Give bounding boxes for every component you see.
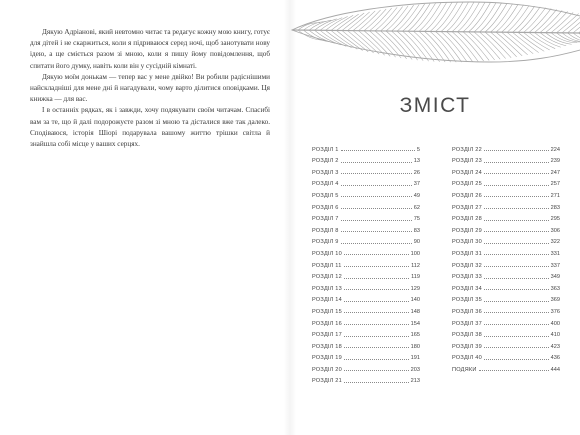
toc-entry[interactable] [312,350,420,362]
toc-entry-label: РОЗДІЛ 32 [452,262,482,269]
toc-entry-page: 191 [410,355,420,362]
toc-entry-label: РОЗДІЛ 18 [312,343,342,350]
toc-entry[interactable] [312,153,420,165]
toc-entry-label: РОЗДІЛ 13 [312,285,342,292]
toc-entry[interactable] [312,199,420,211]
toc-entry-label: РОЗДІЛ 35 [452,297,482,304]
toc-entry-label: РОЗДІЛ 36 [452,308,482,315]
toc-entry[interactable] [312,315,420,327]
right-page [290,0,580,435]
toc-entry-label: РОЗДІЛ 9 [312,239,339,246]
toc-entry[interactable] [452,303,560,315]
toc-entry-label: РОЗДІЛ 28 [452,216,482,223]
toc-entry[interactable] [312,292,420,304]
toc-dot-leader [484,266,549,267]
toc-entry[interactable] [452,280,560,292]
toc-entry-page: 306 [550,227,560,234]
toc-entry-page: 410 [550,332,560,339]
toc-entry-label: РОЗДІЛ 24 [452,169,482,176]
toc-column-left [312,141,420,384]
toc-dot-leader [484,336,549,337]
toc-entry-label: РОЗДІЛ 33 [452,274,482,281]
toc-dot-leader [479,370,549,371]
toc-entry-label: РОЗДІЛ 7 [312,216,339,223]
toc-dot-leader [484,150,549,151]
toc-dot-leader [341,231,412,232]
toc-entry[interactable] [452,327,560,339]
toc-entry-page: 13 [413,158,420,165]
toc-entry[interactable] [452,245,560,257]
toc-entry-page: 26 [413,169,420,176]
toc-dot-leader [341,185,412,186]
toc-dot-leader [344,312,409,313]
toc-entry-label: РОЗДІЛ 15 [312,308,342,315]
toc-column-right [452,141,560,361]
toc-entry[interactable] [312,141,420,153]
toc-entry-page: 400 [550,320,560,327]
toc-entry-label: РОЗДІЛ 6 [312,204,339,211]
toc-dot-leader [344,266,410,267]
toc-dot-leader [341,220,412,221]
toc-dot-leader [484,289,549,290]
toc-dot-leader [341,150,415,151]
toc-dot-leader [484,196,549,197]
toc-entry-page: 224 [550,146,560,153]
toc-entry[interactable] [452,199,560,211]
paragraph: Дякую Адріанові, який невтомно читає та редагує кожну мою книгу, готує для дітей і не скаржиться, коли я підриваюся серед ночі, щоб занотувати нову ідею, а ще сміється разом зі мною, коли я пишу йому повідомлення, щоб спитати його думку, навіть коли він у сусідній кімнаті. [30,28,270,70]
toc-dot-leader [344,336,409,337]
paragraph: І в останніх рядках, як і завжди, хочу подякувати своїм читачам. Спасибі вам за те, що й далі подорожуєте разом зі мною та дісталися вже так далеко. Сподіваюся, історія Шіорі подарувала вашому життю трішки світла й знайшла собі місце у ваших серцях. [30,106,270,149]
toc-entry-label: РОЗДІЛ 40 [452,355,482,362]
toc-entry-page: 37 [413,181,420,188]
toc-entry[interactable] [312,164,420,176]
feather-illustration-icon [290,0,580,92]
toc-entry[interactable] [452,269,560,281]
toc-entry-label: РОЗДІЛ 38 [452,332,482,339]
toc-entry-label: РОЗДІЛ 2 [312,158,339,165]
toc-entry-page: 119 [411,274,420,281]
toc-dot-leader [344,347,409,348]
toc-entry-page: 257 [550,181,560,188]
toc-dot-leader [484,173,549,174]
toc-entry-page: 337 [550,262,560,269]
toc-entry-page: 322 [550,239,560,246]
toc-entry[interactable] [452,211,560,223]
toc-entry-label: РОЗДІЛ 23 [452,158,482,165]
toc-entry-page: 90 [413,239,420,246]
toc-dot-leader [344,370,409,371]
toc-entry-page: 49 [413,192,420,199]
toc-entry-page: 140 [410,297,420,304]
toc-entry-label: РОЗДІЛ 29 [452,227,482,234]
toc-entry-page: 83 [413,227,420,234]
toc-entry-label: РОЗДІЛ 12 [312,274,342,281]
toc-entry-label: РОЗДІЛ 20 [312,366,342,373]
toc-dot-leader [344,324,409,325]
toc-dot-leader [341,196,412,197]
toc-entry-page: 213 [410,378,420,385]
toc-entry-page: 369 [550,297,560,304]
toc-entry-label: РОЗДІЛ 21 [312,378,342,385]
toc-entry[interactable] [452,338,560,350]
toc-dot-leader [484,220,549,221]
toc-entry-page: 5 [416,146,420,153]
toc-dot-leader [484,243,549,244]
toc-entry-page: 148 [410,308,420,315]
toc-entry-page: 62 [413,204,420,211]
toc-entry-page: 376 [550,308,560,315]
toc-entry-label: РОЗДІЛ 4 [312,181,339,188]
toc-entry-label: РОЗДІЛ 37 [452,320,482,327]
toc-entry[interactable] [312,373,420,385]
toc-entry[interactable] [452,292,560,304]
toc-entry-label: РОЗДІЛ 8 [312,227,339,234]
toc-dot-leader [484,324,549,325]
toc-entry[interactable] [312,257,420,269]
toc-entry-label: РОЗДІЛ 10 [312,250,342,257]
toc-dot-leader [344,278,409,279]
toc-entry[interactable] [452,350,560,362]
toc-entry[interactable] [312,211,420,223]
toc-entry-page: 100 [410,250,420,257]
toc-entry[interactable] [312,222,420,234]
toc-dot-leader [484,254,549,255]
paragraph: Дякую моїм донькам — тепер вас у мене двійко! Ви робили радіснішими найскладніші для мене дні й нагадували, чому варто ділитися оповідками. Ця книжка — для вас. [30,72,270,104]
toc-entry[interactable] [452,315,560,327]
toc-dot-leader [344,301,409,302]
toc-dot-leader [484,347,549,348]
toc-entry-label: РОЗДІЛ 16 [312,320,342,327]
toc-entry[interactable] [452,141,560,153]
toc-entry-label: РОЗДІЛ 27 [452,204,482,211]
toc-entry-page: 363 [550,285,560,292]
toc-dot-leader [484,312,549,313]
toc-entry-label: РОЗДІЛ 26 [452,192,482,199]
toc-entry-label: РОЗДІЛ 11 [312,262,342,269]
toc-entry[interactable] [312,187,420,199]
toc-entry[interactable] [452,176,560,188]
toc-entry[interactable] [312,361,420,373]
toc-dot-leader [344,382,409,383]
toc-entry-label: РОЗДІЛ 1 [312,146,339,153]
toc-entry[interactable] [312,327,420,339]
toc-entry-page: 239 [550,158,560,165]
toc-entry-page: 331 [550,250,560,257]
toc-entry[interactable] [312,269,420,281]
toc-entry[interactable] [312,234,420,246]
toc-entry-label: РОЗДІЛ 5 [312,192,339,199]
toc-entry[interactable] [452,164,560,176]
toc-dot-leader [344,289,409,290]
toc-title: ЗМІСТ [399,94,471,117]
toc-entry-label: ПОДЯКИ [452,366,477,373]
toc-entry-label: РОЗДІЛ 17 [312,332,342,339]
toc-dot-leader [341,162,412,163]
toc-entry[interactable] [452,234,560,246]
toc-entry[interactable] [452,257,560,269]
toc-entry[interactable] [312,245,420,257]
toc-entry[interactable] [312,280,420,292]
toc-dot-leader [344,359,409,360]
toc-entry-page: 423 [550,343,560,350]
toc-dot-leader [344,254,409,255]
toc-entry-label: РОЗДІЛ 31 [452,250,482,257]
toc-entry-label: РОЗДІЛ 3 [312,169,339,176]
toc-dot-leader [484,301,549,302]
toc-entry[interactable] [452,153,560,165]
toc-entry-page: 247 [550,169,560,176]
toc-dot-leader [484,231,549,232]
toc-entry-label: РОЗДІЛ 30 [452,239,482,246]
toc-entry-thanks[interactable] [452,361,560,373]
toc-entry-page: 154 [410,320,420,327]
toc-entry[interactable] [312,303,420,315]
toc-entry-label: РОЗДІЛ 19 [312,355,342,362]
toc-entry-page: 180 [410,343,420,350]
toc-entry-page: 283 [550,204,560,211]
toc-entry[interactable] [452,222,560,234]
toc-dot-leader [484,208,549,209]
toc-entry-label: РОЗДІЛ 34 [452,285,482,292]
toc-dot-leader [341,208,412,209]
acknowledgements-text [30,27,270,150]
toc-entry-label: РОЗДІЛ 14 [312,297,342,304]
toc-dot-leader [484,278,549,279]
toc-entry-label: РОЗДІЛ 39 [452,343,482,350]
toc-dot-leader [341,243,412,244]
toc-entry-label: РОЗДІЛ 22 [452,146,482,153]
toc-dot-leader [484,185,549,186]
toc-entry[interactable] [312,338,420,350]
toc-entry-page: 444 [550,366,560,373]
toc-dot-leader [484,359,549,360]
toc-dot-leader [484,162,549,163]
toc-entry[interactable] [452,187,560,199]
toc-entry-page: 203 [410,366,420,373]
toc-entry-page: 295 [550,216,560,223]
toc-entry-page: 129 [410,285,420,292]
toc-entry-page: 349 [550,274,560,281]
toc-entry-page: 165 [410,332,420,339]
toc-entry-page: 112 [411,262,420,269]
toc-entry-page: 436 [550,355,560,362]
toc-entry-page: 271 [550,192,560,199]
toc-entry[interactable] [312,176,420,188]
toc-dot-leader [341,173,412,174]
toc-entry-label: РОЗДІЛ 25 [452,181,482,188]
toc-entry-page: 75 [413,216,420,223]
